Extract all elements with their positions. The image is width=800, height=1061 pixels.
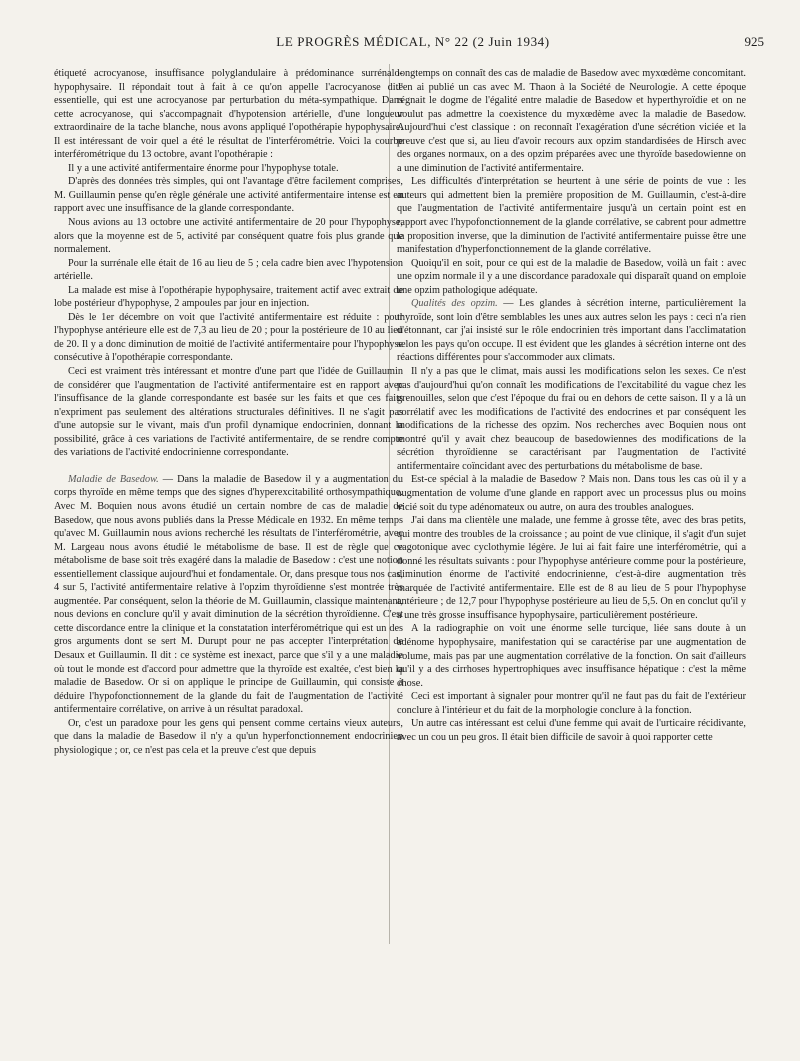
right-column [397,67,746,744]
paragraph: Il n'y a pas que le climat, mais aussi les modifications selon les sexes. Ce n'est pas d'aujourd'hui qu'on connaît les modifications de l'excitabilité du vague chez les grenouilles, selon que c'est l'époque du frai ou en dehors de cette saison. Il y a là un corrélatif avec les modifications de l'activité des endocrines et par conséquent les modifications de la richesse des opzim. Nos recherches avec Boquien nous ont montré qu'il y avait chez beaucoup de basedowiennes des modifications de la sécrétion thyroïdienne se caractérisant par l'augmentation de l'activité antifermentaire coïncidant avec des perturbations du métabolisme de base. [397,366,746,472]
section-paragraph-opzim: Qualités des opzim. — Les glandes à sécrétion interne, particulièrement la thyroïde, sont loin d'être semblables les unes aux autres selon les pays : ceci n'a rien d'étonnant, car j'ai insisté sur le rôle endocrinien très important dans l'acclimatation selon les pays qu'on occupe. Il est évident que les glandes à sécrétion interne ont des réactions différentes pour s'accommoder aux climats. [397,298,747,364]
page-number: 925 [744,34,764,49]
section-paragraph-basedow: Maladie de Basedow. — Dans la maladie de Basedow il y a augmentation du corps thyroïde en même temps que des signes d'hyperexcitabilité orthosympathique. Avec M. Boquien nous avons étudié un certain nombre de cas de maladie de Basedow, que nous avons publiés dans la Presse Médicale en 1932. En même temps qu'avec M. Guillaumin nous avions recherché les résultats de l'interférométrie, avec M. Largeau nous avons étudié le métabolisme de base. Il est de règle que ce métabolisme de base soit très exagéré dans la maladie de Basedow : c'est une notion essentiellement classique aujourd'hui et fondamentale. Or, dans presque tous nos cas, 4 sur 5, l'activité antifermentaire relative à l'opzim thyroïdienne s'est montrée très augmentée. Par conséquent, selon la théorie de M. Guillaumin, classique maintenant, nous devions en conclure qu'il y avait diminution de la sécrétion thyroïdienne. C'est cette discordance entre la clinique et la constatation interférométrique qui est un des gros arguments dont se sert M. Durupt pour ne pas accepter l'interprétation de Desaux et Guillaumin. Il dit : ce système est inexact, parce que s'il y a une maladie où tout le monde est d'accord pour admettre que la thyroïde est exaltée, c'est bien la maladie de Basedow. Or si on applique le principe de Guillaumin, qui consiste à déduire l'hypofonctionnement de la glande du fait de l'augmentation de l'activité antifermentaire corrélative, on arrive à un résultat paradoxal. [54,473,403,716]
paragraph: Il y a une activité antifermentaire énorme pour l'hypophyse totale. [68,162,339,174]
paragraph: Ceci est important à signaler pour montrer qu'il ne faut pas du fait de l'extérieur conclure à l'intérieur et du fait de la morphologie conclure à la fonction. [397,691,746,716]
section-heading: Qualités des opzim. [411,298,498,310]
left-column [54,67,403,757]
paragraph: Or, c'est un paradoxe pour les gens qui pensent comme certains vieux auteurs, que dans la maladie de Basedow il n'y a qu'un hyperfonctionnement endocrinien physiologique ; or, ce n'est pas cela et la preuve c'est que depuis [54,717,403,756]
paragraph: La malade est mise à l'opothérapie hypophysaire, traitement actif avec extrait de lobe postérieur d'hypophyse, 2 ampoules par jour en injection. [54,284,403,310]
paragraph: J'ai dans ma clientèle une malade, une femme à grosse tête, avec des bras petits, qui montre des troubles de la croissance ; au point de vue clinique, il s'agit d'un sujet vagotonique avec cyclothymie légère. Je lui ai fait faire une interférométrie, qui a donné les résultats suivants : pour l'hypophyse antérieure comme pour la postérieure, diminution énorme de l'activité endocrinienne, c'est-à-dire augmentation très marquée de l'activité antifermentaire. Elle est de 8 au lieu de 5 pour l'hypophyse antérieure ; de 12,7 pour l'hypophyse postérieure au lieu de 5,5. On en conclut qu'il y a une très grosse insuffisance hypophysaire, particulièrement postérieure. [397,515,746,621]
paragraph: longtemps on connaît des cas de maladie de Basedow avec myxœdème concomitant. J'en ai publié un cas avec M. Thaon à la Société de Neurologie. A cette époque régnait le dogme de l'égalité entre maladie de Basedow et hyperthyroïdie et on ne voulut pas admettre la coexistence du myxœdème avec la maladie de Basedow. Aujourd'hui c'est classique : on reconnaît l'exagération d'une sécrétion viciée et la preuve c'est que si, au lieu d'avoir recours aux opzim standardisées de Hirsch avec des organes normaux, on a des opzim préparées avec une thyroïde basedowienne on a une diminution de l'activité antifermentaire. [397,68,746,174]
paragraph: Nous avions au 13 octobre une activité antifermentaire de 20 pour l'hypophyse, alors que la moyenne est de 5, activité par conséquent quatre fois plus grande que normalement. [54,217,403,256]
paragraph: Pour la surrénale elle était de 16 au lieu de 5 ; cela cadre bien avec l'hypotension artérielle. [54,257,403,283]
paragraph: D'après des données très simples, qui ont l'avantage d'être facilement comprises, M. Guillaumin pense qu'en règle générale une activité antifermentaire intense est en rapport avec une insuffisance de la glande correspondante. [54,176,403,215]
paragraph: Ceci est vraiment très intéressant et montre d'une part que l'idée de Guillaumin de considérer que l'augmentation de l'activité antifermentaire est en rapport avec l'insuffisance de la glande correspondante est basée sur les faits et que ces faits n'expriment pas seulement des altérations structurales définitives. Il ne s'agit pas d'une autopsie sur le vivant, mais d'un profil dynamique endocrinien, donnant la possibilité, grâce à ces variations de l'activité antifermentaire, de se rendre compte des variations de l'activité endocrinienne correspondante. [54,366,403,459]
paragraph: étiqueté acrocyanose, insuffisance polyglandulaire à prédominance surrénalo-hypophysaire. Il répondait tout à fait à ce qu'on appelle l'acrocyanose dite essentielle, qui est une acrocyanose par perturbation du méta-sympathique. Dans cette acrocyanose, qui s'accompagnait d'hypotension artérielle, d'une longueur extraordinaire de la tache blanche, nous avons appliqué l'opothérapie hypophysaire. Il est intéressant de voir quel a été le résultat de l'interférométrie. Voici la courbe interférométrique du 13 octobre, avant l'opothérapie : [54,68,403,161]
paragraph: Les difficultés d'interprétation se heurtent à une série de points de vue : les auteurs qui admettent bien la première proposition de M. Guillaumin, c'est-à-dire que l'augmentation de l'activité antifermentaire jusqu'à un certain point est en rapport avec l'hypofonctionnement de la glande corrélative, se cabrent pour admettre la proposition inverse, que la diminution de l'activité antifermentaire puisse être une manifestation d'hyperfonctionnement de la glande corrélative. [397,176,746,256]
paragraph: Quoiqu'il en soit, pour ce qui est de la maladie de Basedow, voilà un fait : avec une opzim normale il y a une discordance paradoxale qui disparaît quand on emploie une opzim pathologique adéquate. [397,257,746,296]
running-header [58,34,768,52]
paragraph: A la radiographie on voit une énorme selle turcique, liée sans doute à un adénome hypophysaire, manifestation qui se caractérise par une augmentation de volume, mais pas par une augmentation corrélative de la fonction. On sait d'ailleurs qu'il y a des cirrhoses hypertrophiques avec insuffisance hépatique : c'est la même chose. [397,623,746,689]
journal-title: LE PROGRÈS MÉDICAL, N° 22 (2 Juin 1934) [276,34,550,49]
paragraph: Est-ce spécial à la maladie de Basedow ? Mais non. Dans tous les cas où il y a augmentation de volume d'une glande en rapport avec un processus plus ou moins vicié soit du type adénomateux ou autre, on aura des troubles analogues. [397,474,746,513]
paragraph: Un autre cas intéressant est celui d'une femme qui avait de l'urticaire récidivante, avec un cou un peu gros. Il était bien difficile de savoir à quoi rapporter cette [397,718,746,743]
section-heading: Maladie de Basedow. [68,473,159,485]
paragraph: Dès le 1er décembre on voit que l'activité antifermentaire est réduite : pour l'hypophyse antérieure elle est de 7,3 au lieu de 20 ; pour la postérieure de 10 au lieu de 20. Il y a donc diminution de moitié de l'activité antifermentaire pour l'hypophyse consécutive à l'opothérapie correspondante. [54,311,403,364]
